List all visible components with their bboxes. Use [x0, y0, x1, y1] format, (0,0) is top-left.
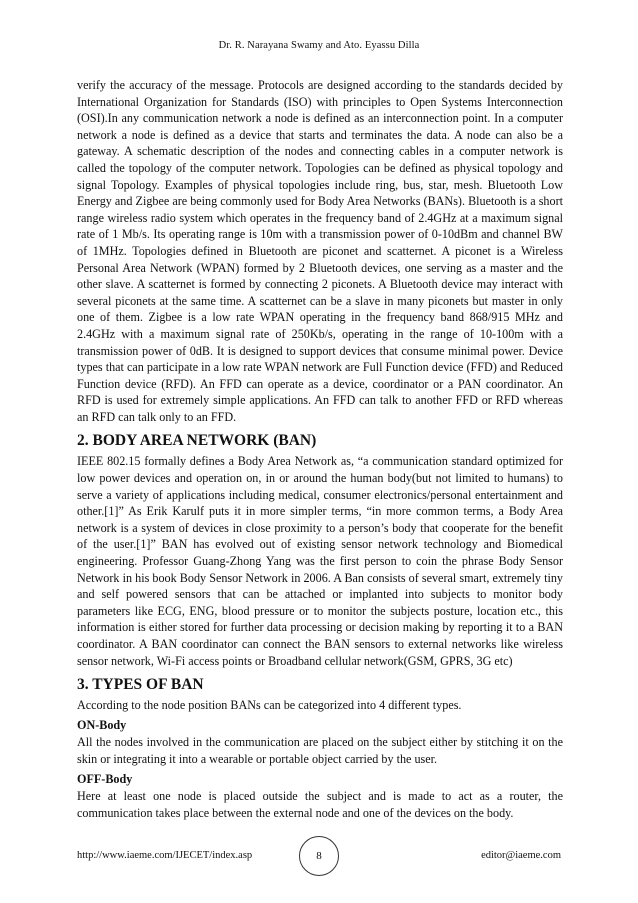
footer-url-link[interactable]: http://www.iaeme.com/IJECET/index.asp: [77, 850, 253, 861]
section-2-heading: 2. BODY AREA NETWORK (BAN): [77, 432, 317, 450]
section-3-heading: 3. TYPES OF BAN: [77, 676, 204, 694]
on-body-paragraph: All the nodes involved in the communication are placed on the subject either by stitching it on the skin or integrating it into a wearable or portable object carried by the user.: [77, 735, 563, 766]
footer-email-link[interactable]: editor@iaeme.com: [481, 850, 561, 861]
section-2-paragraph: IEEE 802.15 formally defines a Body Area Network as, “a communication standard optimized for low power devices and operation on, in or around the human body(but not limited to humans) to serve a variety of applications including medical, consumer electronics/personal entertainment and other.[1]” As Erik Karulf puts it in more simpler terms, “in more common terms, a Body Area network is a system of devices in close proximity to a person’s body that cooperate for the benefit of the user.[1]” BAN has evolved out of existing sensor network technology and Biomedical engineering. Professor Guang-Zhong Yang was the first person to coin the phrase Body Sensor Network in his book Body Sensor Network in 2006. A Ban consists of several smart, extremely tiny and self powered sensors that can be attached or implanted into subjects to monitor body parameters like ECG, ENG, blood pressure or to monitor the subjects posture, location etc., this information is either stored for further data processing or decision making by reporting it to a BAN coordinator. A BAN coordinator can connect the BAN sensors to external networks like wireless sensor network, Wi-Fi access points or Broadband cellular network(GSM, GPRS, 3G etc): [77, 454, 563, 668]
intro-paragraph: verify the accuracy of the message. Protocols are designed according to the standards decided by International Organization for Standards (ISO) with principles to Open Systems Interconnection (OSI).In any communication network a node is defined as an interconnection point. In a computer network a node is defined as a device that starts and terminates the data. A node can also be a gateway. A schematic description of the nodes and connecting cables in a computer network is called the topology of the computer network. Topologies can be defined as physical topology and signal Topology. Examples of physical topologies include ring, bus, star, mesh. Bluetooth Low Energy and Zigbee are being commonly used for Body Area Networks (BANs). Bluetooth is a short range wireless radio system which operates in the frequency band of 2.4GHz at a maximum signal rate of 1 Mb/s. Its operating range is 10m with a transmission power of 0-10dBm and channel BW of 1MHz. Topologies defined in Bluetooth are piconet and scatternet. A piconet is a Wireless Personal Area Network (WPAN) formed by 2 Bluetooth devices, one serving as a master and the other slave. A scatternet is formed by connecting 2 piconets. A Bluetooth device may interact with several piconets at the same time. A scatternet can be a slave in many piconets but master in only one of them. Zigbee is a low rate WPAN operating in the frequency band 868/915 MHz and 2.4GHz with a maximum signal rate of 250Kb/s, operating in the range of 10-100m with a transmission power of 0dB. It is designed to support devices that consume minimal power. Device types that can participate in a low rate WPAN network are Full Function device (FFD) and Reduced Function device (RFD). An FFD can operate as a device, coordinator or a PAN coordinator. An RFD is used for extremely simple applications. An FFD can talk to another FFD or RFD whereas an RFD can talk only to an FFD.: [77, 78, 563, 424]
on-body-heading: ON-Body: [77, 717, 127, 732]
page-body: [77, 77, 563, 821]
off-body-paragraph: Here at least one node is placed outside the subject and is made to act as a router, the communication takes place between the external node and one of the devices on the body.: [77, 789, 563, 820]
running-header: Dr. R. Narayana Swamy and Ato. Eyassu Dilla: [218, 40, 420, 51]
page-number-badge: [299, 836, 339, 876]
page-number: 8: [316, 850, 322, 862]
page-footer: [0, 836, 638, 876]
off-body-heading: OFF-Body: [77, 771, 133, 786]
section-3-intro: According to the node position BANs can be categorized into 4 different types.: [77, 698, 462, 713]
